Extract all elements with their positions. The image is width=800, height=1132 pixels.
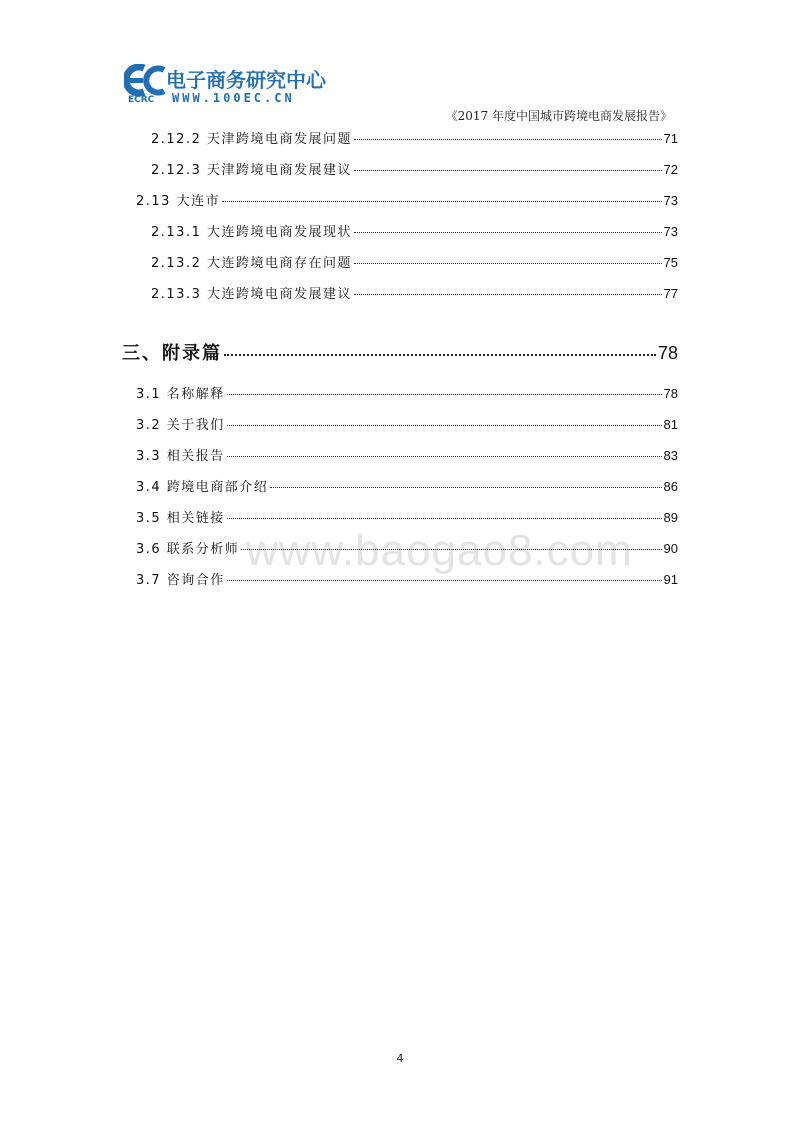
toc-entry-page: 90 bbox=[663, 541, 678, 556]
toc-entry-page: 86 bbox=[663, 479, 678, 494]
toc-entry[interactable] bbox=[136, 538, 678, 557]
toc-entry[interactable] bbox=[136, 445, 678, 464]
toc-entry[interactable] bbox=[136, 190, 678, 209]
toc-entry-label: 3.6 联系分析师 bbox=[136, 542, 240, 557]
toc-leader-dots bbox=[354, 232, 662, 233]
toc-entry-label: 3.2 关于我们 bbox=[136, 418, 225, 433]
ecrc-logo-icon bbox=[124, 64, 168, 98]
toc-entry-label: 2.13.1 大连跨境电商发展现状 bbox=[151, 225, 352, 240]
toc-section-label: 三、附录篇 bbox=[122, 343, 222, 364]
toc-entry-page: 73 bbox=[663, 193, 678, 208]
page-number: 4 bbox=[396, 1052, 404, 1065]
logo-abbreviation: ECRC bbox=[128, 95, 155, 105]
toc-leader-dots bbox=[354, 170, 662, 171]
toc-leader-dots bbox=[222, 201, 661, 202]
toc-entry-label: 3.3 相关报告 bbox=[136, 449, 225, 464]
toc-entry-label: 2.13.2 大连跨境电商存在问题 bbox=[151, 256, 352, 271]
toc-section-page: 78 bbox=[657, 343, 678, 363]
toc-entry[interactable] bbox=[136, 414, 678, 433]
toc-entry-label: 3.4 跨境电商部介绍 bbox=[136, 480, 269, 495]
toc-entry-page: 83 bbox=[663, 448, 678, 463]
toc-entry-label: 2.12.3 天津跨境电商发展建议 bbox=[151, 163, 352, 178]
toc-entry[interactable] bbox=[151, 221, 678, 240]
toc-entry[interactable] bbox=[136, 383, 678, 402]
toc-leader-dots bbox=[241, 549, 661, 550]
toc-leader-dots bbox=[270, 487, 661, 488]
toc-entry-label: 3.5 相关链接 bbox=[136, 511, 225, 526]
toc-entry[interactable] bbox=[136, 507, 678, 526]
toc-entry-label: 3.7 咨询合作 bbox=[136, 573, 225, 588]
toc-leader-dots bbox=[354, 139, 662, 140]
toc-leader-dots bbox=[224, 354, 656, 356]
toc-entry-page: 77 bbox=[663, 286, 678, 301]
toc-entry-page: 75 bbox=[663, 255, 678, 270]
toc-entry-label: 2.12.2 天津跨境电商发展问题 bbox=[151, 132, 352, 147]
watermark: www.baogao8.com bbox=[246, 526, 633, 575]
toc-entry-page: 73 bbox=[663, 224, 678, 239]
toc-entry[interactable] bbox=[151, 128, 678, 147]
toc-entry-page: 78 bbox=[663, 386, 678, 401]
toc-section-entry[interactable] bbox=[122, 339, 678, 365]
toc-entry[interactable] bbox=[151, 252, 678, 271]
toc-entry[interactable] bbox=[136, 476, 678, 495]
toc-leader-dots bbox=[227, 394, 662, 395]
toc-leader-dots bbox=[354, 294, 662, 295]
toc-entry-page: 81 bbox=[663, 417, 678, 432]
report-title: 《2017 年度中国城市跨境电商发展报告》 bbox=[445, 109, 672, 123]
toc-entry-label: 3.1 名称解释 bbox=[136, 387, 225, 402]
toc-entry[interactable] bbox=[151, 159, 678, 178]
toc-entry[interactable] bbox=[151, 283, 678, 302]
toc-leader-dots bbox=[227, 425, 662, 426]
logo-url: WWW.100EC.CN bbox=[172, 91, 295, 105]
toc-entry-page: 72 bbox=[663, 162, 678, 177]
toc-entry-page: 91 bbox=[663, 572, 678, 587]
toc-entry-page: 71 bbox=[663, 131, 678, 146]
ecrc-logo bbox=[124, 64, 326, 110]
toc-leader-dots bbox=[354, 263, 662, 264]
toc-entry-page: 89 bbox=[663, 510, 678, 525]
logo-chinese-name: 电子商务研究中心 bbox=[166, 68, 326, 92]
toc-leader-dots bbox=[227, 456, 662, 457]
toc-entry-label: 2.13.3 大连跨境电商发展建议 bbox=[151, 287, 352, 302]
toc-leader-dots bbox=[227, 518, 662, 519]
toc-entry-label: 2.13 大连市 bbox=[136, 194, 221, 209]
toc-leader-dots bbox=[227, 580, 662, 581]
toc-entry[interactable] bbox=[136, 569, 678, 588]
